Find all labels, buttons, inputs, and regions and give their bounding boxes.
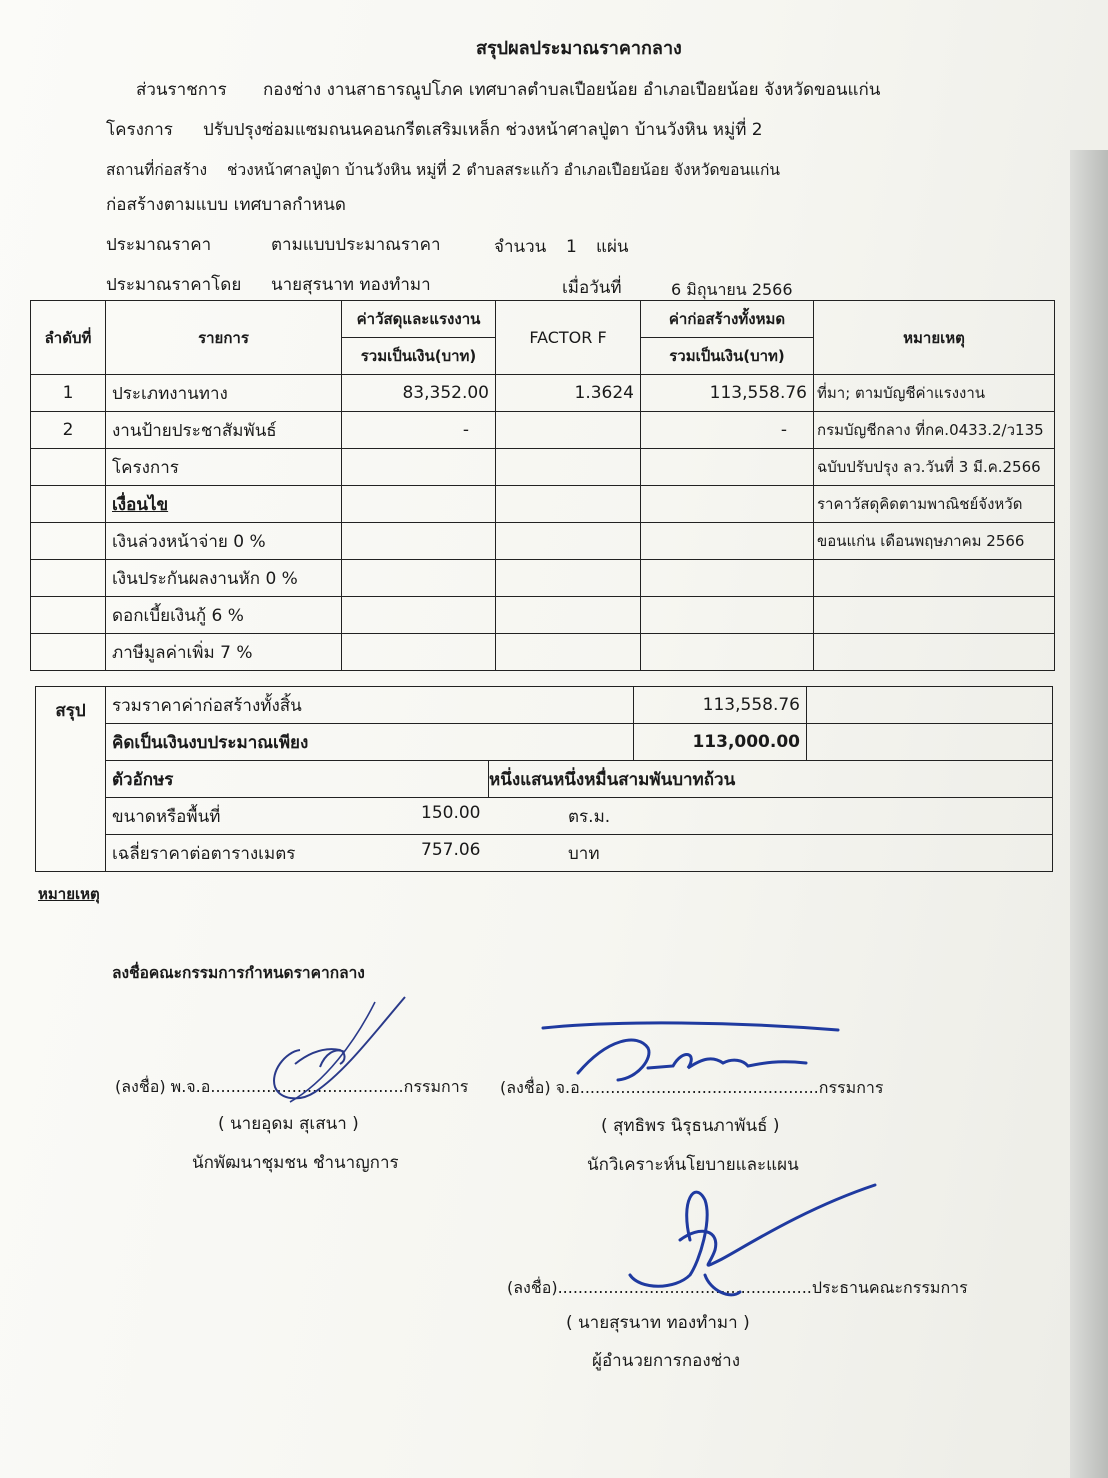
signer-position-2: นักวิเคราะห์นโยบายและแผน — [587, 1155, 799, 1175]
col-total-subheader: รวมเป็นเงิน(บาท) — [641, 338, 814, 375]
table-row — [31, 375, 1055, 412]
committee-heading: ลงชื่อคณะกรรมการกำหนดราคากลาง — [112, 964, 365, 982]
cell-total — [641, 486, 814, 523]
estimate-value: ตามแบบประมาณราคา — [271, 235, 441, 255]
cell-remark: ราคาวัสดุคิดตามพาณิชย์จังหวัด — [814, 486, 1055, 523]
cell-factor — [496, 449, 641, 486]
cell-factor — [496, 523, 641, 560]
cell-material: - — [342, 412, 496, 449]
area-label: ขนาดหรือพื้นที่ — [112, 806, 221, 827]
average-value: 757.06 — [421, 839, 481, 860]
col-item-header: รายการ — [106, 301, 342, 375]
estimate-label: ประมาณราคา — [106, 235, 212, 255]
total-label: รวมราคาค่าก่อสร้างทั้งสิ้น — [106, 687, 634, 724]
col-remark-header: หมายเหตุ — [814, 301, 1055, 375]
count-value: 1 — [566, 237, 577, 257]
count-label: จำนวน — [494, 237, 547, 257]
cell-factor — [496, 486, 641, 523]
cell-remark: ขอนแก่น เดือนพฤษภาคม 2566 — [814, 523, 1055, 560]
estimator-value: นายสุรนาท ทองทำมา — [271, 275, 431, 295]
date-value: 6 มิถุนายน 2566 — [671, 280, 793, 299]
summary-budget-row — [36, 724, 1053, 761]
summary-area-row — [36, 798, 1053, 835]
cell-remark — [814, 560, 1055, 597]
budget-remark-cell — [807, 724, 1053, 761]
signature-line-2: (ลงชื่อ) จ.อ...............................................กรรมการ — [500, 1078, 884, 1097]
count-unit: แผ่น — [596, 237, 629, 257]
estimator-label: ประมาณราคาโดย — [106, 275, 242, 295]
cell-total — [641, 523, 814, 560]
site-value: ช่วงหน้าศาลปู่ตา บ้านวังหิน หมู่ที่ 2 ตำบลสระแก้ว อำเภอเปือยน้อย จังหวัดขอนแก่น — [227, 161, 781, 179]
letters-label: ตัวอักษร — [106, 761, 489, 798]
cell-factor — [496, 412, 641, 449]
date-label: เมื่อวันที่ — [562, 278, 622, 298]
area-unit: ตร.ม. — [568, 806, 611, 827]
site-label: สถานที่ก่อสร้าง — [106, 161, 208, 179]
table-header-row — [31, 301, 1055, 338]
average-unit: บาท — [568, 843, 600, 864]
area-cell — [106, 798, 1053, 835]
signer-name-3: ( นายสุรนาท ทองทำมา ) — [566, 1313, 750, 1333]
cell-factor: 1.3624 — [496, 375, 641, 412]
summary-letters-row — [36, 761, 1053, 798]
cell-item: เงินล่วงหน้าจ่าย 0 % — [106, 523, 342, 560]
cell-item: งานป้ายประชาสัมพันธ์ — [106, 412, 342, 449]
cell-total — [641, 634, 814, 671]
summary-table — [35, 686, 1053, 872]
signer-name-2: ( สุทธิพร นิรุธนภาพันธ์ ) — [601, 1116, 780, 1136]
col-no-header: ลำดับที่ — [31, 301, 106, 375]
table-row — [31, 449, 1055, 486]
cell-material: 83,352.00 — [342, 375, 496, 412]
table-row — [31, 597, 1055, 634]
table-row — [31, 634, 1055, 671]
cell-total — [641, 597, 814, 634]
handwritten-signature-3 — [620, 1180, 880, 1310]
total-value: 113,558.76 — [634, 687, 807, 724]
cell-material — [342, 449, 496, 486]
cell-no: 1 — [31, 375, 106, 412]
cell-remark: กรมบัญชีกลาง ที่กค.0433.2/ว135 — [814, 412, 1055, 449]
cell-no — [31, 449, 106, 486]
design-line: ก่อสร้างตามแบบ เทศบาลกำหนด — [106, 195, 346, 215]
signer-position-1: นักพัฒนาชุมชน ชำนาญการ — [192, 1153, 399, 1173]
cell-factor — [496, 597, 641, 634]
cell-no — [31, 560, 106, 597]
cell-total — [641, 449, 814, 486]
col-material-header: ค่าวัสดุและแรงงาน — [342, 301, 496, 338]
table-row — [31, 412, 1055, 449]
budget-value: 113,000.00 — [634, 724, 807, 761]
handwritten-signature-1 — [255, 992, 415, 1112]
cell-item: เงื่อนไข — [106, 486, 342, 523]
cell-no — [31, 486, 106, 523]
cell-item: โครงการ — [106, 449, 342, 486]
col-total-header: ค่าก่อสร้างทั้งหมด — [641, 301, 814, 338]
agency-value: กองช่าง งานสาธารณูปโภค เทศบาลตำบลเปือยน้อย อำเภอเปือยน้อย จังหวัดขอนแก่น — [263, 80, 881, 100]
average-cell — [106, 835, 1053, 872]
agency-label: ส่วนราชการ — [136, 80, 227, 100]
signer-name-1: ( นายอุดม สุเสนา ) — [218, 1114, 359, 1134]
signer-position-3: ผู้อำนวยการกองช่าง — [592, 1351, 741, 1371]
estimate-table — [30, 300, 1055, 671]
table-row — [31, 486, 1055, 523]
cell-no — [31, 597, 106, 634]
col-material-subheader: รวมเป็นเงิน(บาท) — [342, 338, 496, 375]
project-label: โครงการ — [106, 120, 173, 140]
cell-item: ดอกเบี้ยเงินกู้ 6 % — [106, 597, 342, 634]
cell-item: เงินประกันผลงานหัก 0 % — [106, 560, 342, 597]
summary-label: สรุป — [36, 687, 106, 872]
cell-total — [641, 560, 814, 597]
cell-factor — [496, 634, 641, 671]
signature-line-1: (ลงชื่อ) พ.จ.อ......................................กรรมการ — [115, 1077, 469, 1096]
average-label: เฉลี่ยราคาต่อตารางเมตร — [112, 843, 296, 864]
project-value: ปรับปรุงซ่อมแซมถนนคอนกรีตเสริมเหล็ก ช่วงหน้าศาลปู่ตา บ้านวังหิน หมู่ที่ 2 — [203, 120, 763, 140]
cell-total: - — [641, 412, 814, 449]
letters-value: หนึ่งแสนหนึ่งหมื่นสามพันบาทถ้วน — [489, 761, 1053, 798]
cell-material — [342, 597, 496, 634]
budget-label: คิดเป็นเงินงบประมาณเพียง — [106, 724, 634, 761]
cell-no — [31, 523, 106, 560]
cell-material — [342, 560, 496, 597]
cell-item: ภาษีมูลค่าเพิ่ม 7 % — [106, 634, 342, 671]
cell-factor — [496, 560, 641, 597]
cell-material — [342, 486, 496, 523]
page-edge-shadow — [1070, 150, 1108, 1478]
cell-remark: ฉบับปรับปรุง ลว.วันที่ 3 มี.ค.2566 — [814, 449, 1055, 486]
note-label: หมายเหตุ — [38, 885, 100, 903]
cell-remark — [814, 634, 1055, 671]
total-remark-cell — [807, 687, 1053, 724]
signature-line-3: (ลงชื่อ)..................................................ประธานคณะกรรมการ — [507, 1278, 968, 1297]
cell-remark: ที่มา; ตามบัญชีค่าแรงงาน — [814, 375, 1055, 412]
summary-average-row — [36, 835, 1053, 872]
col-factor-header: FACTOR F — [496, 301, 641, 375]
document-title: สรุปผลประมาณราคากลาง — [476, 38, 682, 59]
cell-material — [342, 634, 496, 671]
cell-remark — [814, 597, 1055, 634]
cell-material — [342, 523, 496, 560]
cell-no — [31, 634, 106, 671]
summary-total-row — [36, 687, 1053, 724]
area-value: 150.00 — [421, 802, 481, 823]
table-row — [31, 523, 1055, 560]
table-row — [31, 560, 1055, 597]
cell-no: 2 — [31, 412, 106, 449]
cell-total: 113,558.76 — [641, 375, 814, 412]
cell-item: ประเภทงานทาง — [106, 375, 342, 412]
handwritten-signature-2 — [538, 1018, 848, 1088]
